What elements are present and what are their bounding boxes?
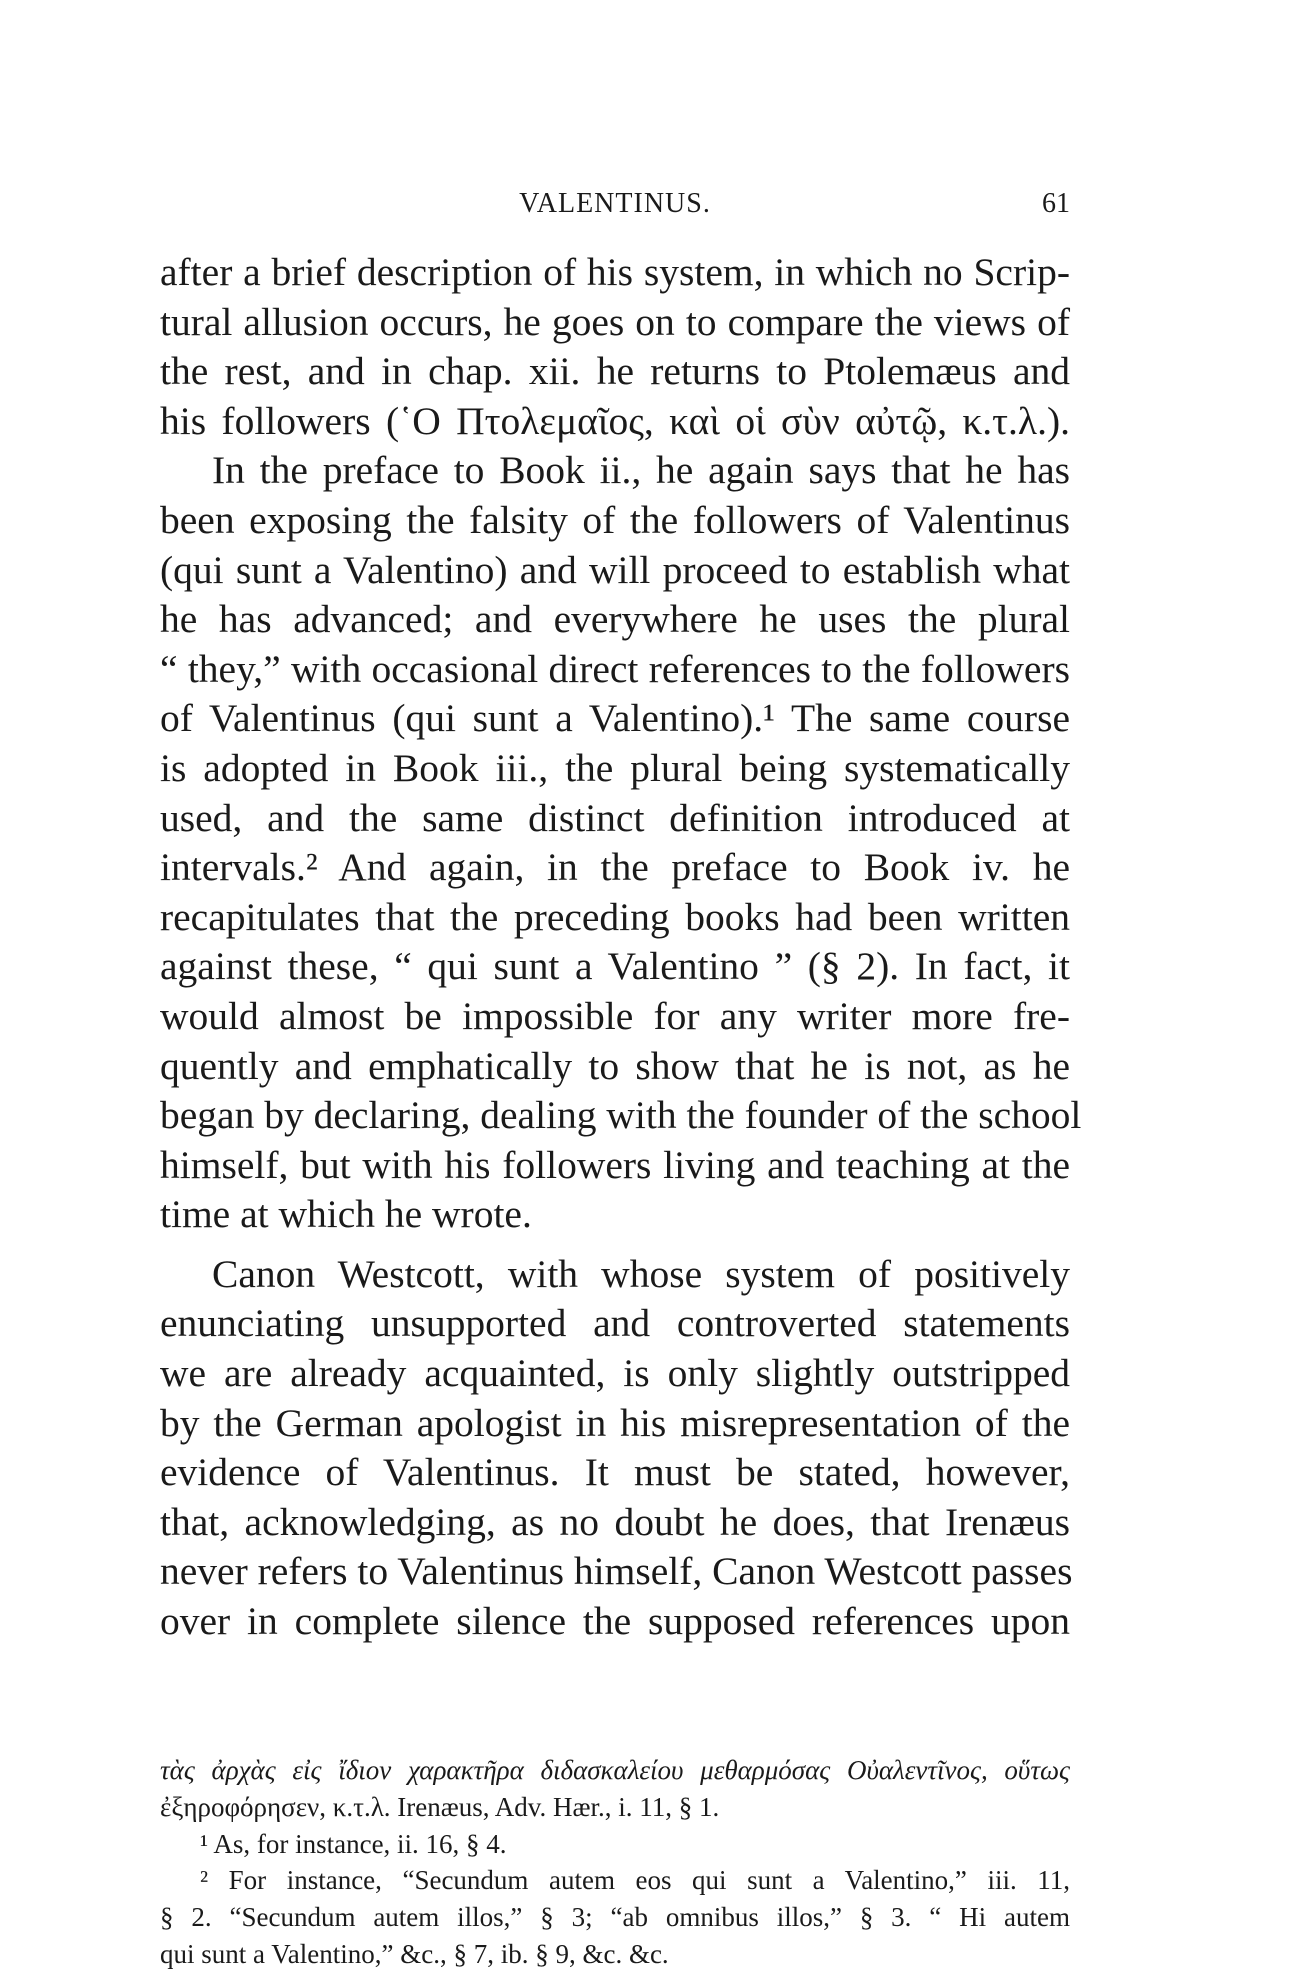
text-line: his followers (῾Ο Πτολεμαῖος, καὶ οἱ σὺν αὐτῷ, κ.τ.λ.). bbox=[160, 398, 1070, 443]
text-line: against these, “ qui sunt a Valentino ” (§ 2). In fact, it bbox=[160, 944, 1070, 989]
text-line: by the German apologist in his misrepresentation of the bbox=[160, 1400, 1070, 1445]
body-text bbox=[160, 248, 1082, 1647]
footnote-line: τὰς ἀρχὰς εἰς ἴδιον χαρακτῆρα διδασκαλείου μεθαρμόσας Οὐαλεντῖνος, οὕτως bbox=[160, 1755, 1070, 1785]
text-line: quently and emphatically to show that he is not, as he bbox=[160, 1043, 1070, 1088]
footnote-line: ¹ As, for instance, ii. 16, § 4. bbox=[200, 1828, 507, 1859]
text-line: the rest, and in chap. xii. he returns to Ptolemæus and bbox=[160, 349, 1070, 394]
text-line: enunciating unsupported and controverted statements bbox=[160, 1301, 1070, 1346]
text-line: that, acknowledging, as no doubt he does, that Irenæus bbox=[160, 1499, 1070, 1544]
footnote-line: ἐξηροφόρησεν, κ.τ.λ. Irenæus, Adv. Hær., i. 11, § 1. bbox=[160, 1791, 720, 1822]
text-line: we are already acquainted, is only slightly outstripped bbox=[160, 1351, 1070, 1396]
text-line: “ they,” with occasional direct references to the followers bbox=[160, 646, 1070, 691]
text-line: would almost be impossible for any writer more fre- bbox=[160, 993, 1070, 1038]
text-line: recapitulates that the preceding books had been written bbox=[160, 894, 1070, 939]
text-line: of Valentinus (qui sunt a Valentino).¹ The same course bbox=[160, 696, 1070, 741]
page-number: 61 bbox=[1042, 188, 1070, 219]
text-line: over in complete silence the supposed references upon bbox=[160, 1599, 1070, 1644]
text-line: evidence of Valentinus. It must be stated, however, bbox=[160, 1450, 1070, 1495]
text-line: himself, but with his followers living and teaching at the bbox=[160, 1142, 1070, 1187]
footnote-line: ² For instance, “Secundum autem eos qui sunt a Valentino,” iii. 11, bbox=[200, 1865, 1070, 1896]
text-line: is adopted in Book iii., the plural being systematically bbox=[160, 745, 1070, 790]
text-line: began by declaring, dealing with the founder of the school bbox=[160, 1093, 1082, 1138]
text-line: tural allusion occurs, he goes on to compare the views of bbox=[160, 299, 1070, 344]
text-line: been exposing the falsity of the followers of Valentinus bbox=[160, 497, 1070, 542]
footnote-line: § 2. “Secundum autem illos,” § 3; “ab omnibus illos,” § 3. “ Hi autem bbox=[160, 1902, 1070, 1933]
text-line: he has advanced; and everywhere he uses the plural bbox=[160, 597, 1070, 642]
text-line: (qui sunt a Valentino) and will proceed to establish what bbox=[160, 547, 1070, 592]
text-line: Canon Westcott, with whose system of positively bbox=[212, 1251, 1070, 1296]
text-line: intervals.² And again, in the preface to Book iv. he bbox=[160, 845, 1070, 890]
footnotes bbox=[160, 1752, 1070, 1973]
text-line: never refers to Valentinus himself, Canon Westcott passes bbox=[160, 1549, 1073, 1594]
text-line: In the preface to Book ii., he again says that he has bbox=[212, 448, 1070, 493]
text-line: after a brief description of his system, in which no Scrip- bbox=[160, 250, 1070, 294]
text-line: time at which he wrote. bbox=[160, 1192, 532, 1237]
paragraph-gap bbox=[160, 1240, 1070, 1250]
running-head bbox=[160, 188, 1070, 228]
text-line: used, and the same distinct definition introduced at bbox=[160, 795, 1070, 840]
running-title: VALENTINUS. bbox=[519, 188, 711, 219]
footnote-line: qui sunt a Valentino,” &c., § 7, ib. § 9, &c. &c. bbox=[160, 1938, 669, 1969]
